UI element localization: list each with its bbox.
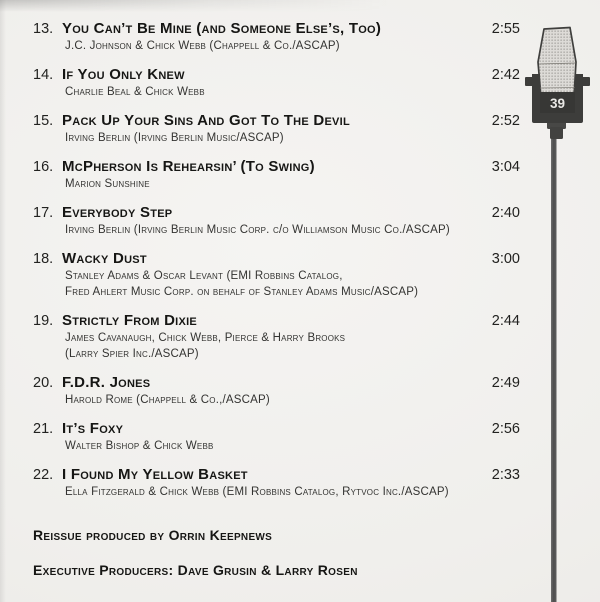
- track-credits: [65, 484, 520, 500]
- track-title: If You Only Knew: [62, 66, 185, 83]
- track-list: [33, 20, 520, 512]
- track-title: F.D.R. Jones: [62, 374, 151, 391]
- mic-stand-pole: [551, 126, 557, 602]
- track-title: Pack Up Your Sins And Got To The Devil: [62, 112, 350, 129]
- reissue-credit: Reissue produced by Orrin Keepnews: [33, 527, 273, 543]
- track-title-line: [33, 158, 520, 176]
- track-title-line: [33, 112, 520, 130]
- executive-producers-credit: Executive Producers: Dave Grusin & Larry Rosen: [33, 562, 358, 578]
- track-row: [33, 66, 520, 100]
- track-row: [33, 204, 520, 238]
- track-credits: [65, 392, 520, 408]
- track-credit-line: Irving Berlin (Irving Berlin Music/ASCAP): [65, 132, 284, 144]
- track-duration: 2:40: [491, 205, 520, 221]
- track-credits: [65, 268, 520, 300]
- microphone-illustration: [518, 0, 598, 602]
- track-title-line: [33, 466, 520, 484]
- track-row: [33, 312, 520, 362]
- track-credits: [65, 222, 520, 238]
- track-duration: 2:44: [491, 313, 520, 329]
- production-credits: [33, 527, 520, 579]
- mic-grille: [538, 28, 576, 98]
- track-number: 16.: [33, 159, 54, 175]
- track-title: You Can’t Be Mine (and Someone Else’s, Too): [62, 20, 382, 37]
- track-duration: 2:52: [491, 113, 520, 129]
- track-credit-line: (Larry Spier Inc./ASCAP): [65, 348, 199, 360]
- track-title-line: [33, 250, 520, 268]
- track-credit-line: Charlie Beal & Chick Webb: [65, 86, 205, 98]
- track-title-line: [33, 204, 520, 222]
- track-title: I Found My Yellow Basket: [62, 466, 248, 483]
- track-duration: 2:49: [491, 375, 520, 391]
- track-row: [33, 466, 520, 500]
- track-credits: [65, 176, 520, 192]
- track-row: [33, 158, 520, 192]
- track-credit-line: Stanley Adams & Oscar Levant (EMI Robbins Catalog,: [65, 270, 343, 282]
- track-row: [33, 250, 520, 300]
- track-credit-line: Ella Fitzgerald & Chick Webb (EMI Robbins Catalog, Rytvoc Inc./ASCAP): [65, 486, 449, 498]
- mic-badge-number: 39: [549, 96, 566, 111]
- track-credit-line: Fred Ahlert Music Corp. on behalf of Stanley Adams Music/ASCAP): [65, 286, 419, 298]
- track-number: 20.: [33, 375, 54, 391]
- track-title: Strictly From Dixie: [62, 312, 197, 329]
- track-row: [33, 420, 520, 454]
- track-credits: [65, 84, 520, 100]
- track-title: McPherson Is Rehearsin’ (To Swing): [62, 158, 315, 175]
- track-duration: 2:56: [491, 421, 520, 437]
- track-title: Everybody Step: [62, 204, 173, 221]
- track-credit-line: Walter Bishop & Chick Webb: [65, 440, 214, 452]
- track-credits: [65, 38, 520, 54]
- track-title-line: [33, 420, 520, 438]
- track-duration: 3:00: [491, 251, 520, 267]
- track-number: 14.: [33, 67, 54, 83]
- track-title-line: [33, 312, 520, 330]
- track-title-line: [33, 374, 520, 392]
- track-duration: 2:33: [491, 467, 520, 483]
- track-duration: 2:42: [491, 67, 520, 83]
- track-credit-line: Marion Sunshine: [65, 178, 150, 190]
- track-title: It’s Foxy: [62, 420, 124, 437]
- track-row: [33, 374, 520, 408]
- track-credits: [65, 438, 520, 454]
- track-number: 18.: [33, 251, 54, 267]
- track-title-line: [33, 20, 520, 38]
- track-credits: [65, 130, 520, 146]
- track-number: 22.: [33, 467, 54, 483]
- track-number: 19.: [33, 313, 54, 329]
- track-duration: 2:55: [491, 21, 520, 37]
- track-number: 13.: [33, 21, 54, 37]
- track-credits: [65, 330, 520, 362]
- track-credit-line: James Cavanaugh, Chick Webb, Pierce & Harry Brooks: [65, 332, 346, 344]
- track-number: 17.: [33, 205, 54, 221]
- track-number: 21.: [33, 421, 54, 437]
- track-credit-line: J.C. Johnson & Chick Webb (Chappell & Co./ASCAP): [65, 40, 340, 52]
- track-title-line: [33, 66, 520, 84]
- track-row: [33, 112, 520, 146]
- track-credit-line: Harold Rome (Chappell & Co.,/ASCAP): [65, 394, 270, 406]
- track-title: Wacky Dust: [62, 250, 147, 267]
- track-number: 15.: [33, 113, 54, 129]
- track-credit-line: Irving Berlin (Irving Berlin Music Corp. c/o Williamson Music Co./ASCAP): [65, 224, 450, 236]
- track-row: [33, 20, 520, 54]
- track-duration: 3:04: [491, 159, 520, 175]
